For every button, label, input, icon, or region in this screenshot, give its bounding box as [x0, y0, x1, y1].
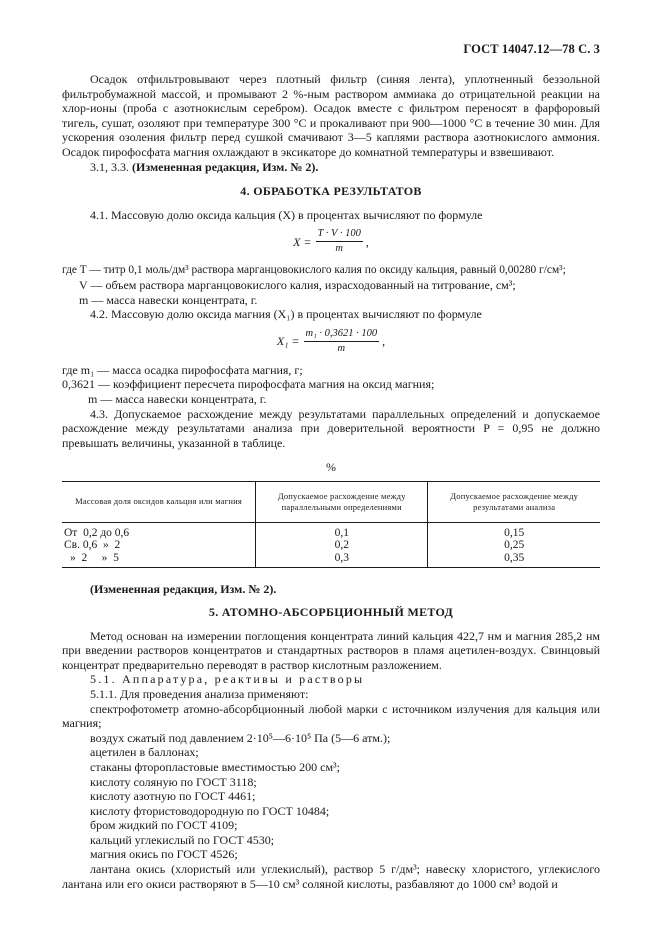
list-item: ацетилен в баллонах;	[90, 745, 199, 760]
clause-4-1: 4.1. Массовую долю оксида кальция (X) в процентах вычисляют по формуле	[90, 207, 483, 222]
table-header-results: Допускаемое расхождение между результатами анализа	[428, 481, 600, 522]
where-2-coef: 0,3621 — коэффициент пересчета пирофосфата магния на оксид магния;	[62, 377, 435, 392]
formula-1-tail: ,	[365, 234, 369, 249]
table-cell-range: От 0,2 до 0,6	[64, 526, 130, 539]
list-item: воздух сжатый под давлением 2·10⁵—6·10⁵ Па (5—6 атм.);	[90, 730, 391, 745]
table-header-mass-fraction: Массовая доля оксидов кальция или магния	[62, 481, 256, 522]
table-header-parallel: Допускаемое расхождение между параллельными определениями	[256, 481, 428, 522]
list-item: лантана окись (хлористый или углекислый), раствор 5 г/дм³; навеску хлористого, углекислого лантана или его окиси растворяют в 5—10 см³ соляной кислоты, разбавляют до 1000 см³ водой и	[62, 862, 600, 891]
section-5-title: 5. АТОМНО-АБСОРБЦИОННЫЙ МЕТОД	[208, 604, 454, 619]
table-cell-range: » 2 » 5	[62, 552, 256, 568]
intro-amendment	[62, 160, 600, 175]
intro-amendment-bold: (Измененная редакция, Изм. № 2).	[132, 159, 319, 174]
equipment-list	[62, 702, 600, 892]
section-4-title: 4. ОБРАБОТКА РЕЗУЛЬТАТОВ	[240, 184, 422, 199]
table-cell-results: 0,25	[428, 539, 600, 552]
where-1-m: m — масса навески концентрата, г.	[79, 292, 258, 307]
clause-5-1: 5.1. Аппаратура, реактивы и растворы	[90, 672, 365, 687]
formula-1-lhs: X =	[293, 234, 312, 249]
table-cell-parallel: 0,1	[256, 522, 428, 539]
page-header: ГОСТ 14047.12—78 С. 3	[463, 42, 600, 56]
where-1-v: V — объем раствора марганцовокислого калия, израсходованный на титрование, см³;	[79, 277, 516, 292]
list-item: кислоту азотную по ГОСТ 4461;	[90, 789, 256, 804]
document-page	[62, 38, 600, 891]
table-row	[62, 552, 600, 568]
table-cell-range: Св. 0,6 » 2	[64, 539, 121, 552]
table-cell-results: 0,35	[428, 552, 600, 568]
list-item: кальций углекислый по ГОСТ 4530;	[90, 832, 275, 847]
clause-5-1-1: 5.1.1. Для проведения анализа применяют:	[90, 686, 309, 701]
clause-4-2: 4.2. Массовую долю оксида магния (X₁) в процентах вычисляют по формуле	[90, 307, 482, 322]
list-item: кислоту соляную по ГОСТ 3118;	[90, 774, 257, 789]
section-4-amendment: (Измененная редакция, Изм. № 2).	[90, 582, 277, 597]
list-item: бром жидкий по ГОСТ 4109;	[90, 818, 238, 833]
table-cell-parallel: 0,3	[256, 552, 428, 568]
clause-4-3: 4.3. Допускаемое расхождение между результатами параллельных определений и допускаемое расхождение между результатами анализа при доверительной вероятности P = 0,95 не должно превышать величины, указанной в таблице.	[62, 406, 600, 450]
formula-magnesium-oxide	[62, 328, 600, 355]
table-cell-parallel: 0,2	[256, 539, 428, 552]
intro-paragraph: Осадок отфильтровывают через плотный фильтр (синяя лента), уплотненный беззольной фильтробумажной массой, и промывают 2 %-ным раствором аммиака до отрицательной реакции на хлор-ионы (проба с азотнокислым серебром). Осадок вместе с фильтром переносят в фарфоровый тигель, сушат, озоляют при температуре 300 °С и прокаливают при 900—1000 °С в течение 30 мин. Для ускорения озоления фильтр перед сушкой смачивают 3—5 каплями раствора азотнокислого аммония. Осадок пирофосфата магния охлаждают в эксикаторе до комнатной температуры и взвешивают.	[62, 72, 600, 159]
formula-calcium-oxide	[62, 228, 600, 255]
formula-2-tail: ,	[382, 333, 386, 348]
formula-1-denominator: m	[335, 243, 344, 255]
table-unit: %	[326, 460, 336, 475]
formula-2-numerator: m₁ · 0,3621 · 100	[304, 328, 380, 342]
where-2-m: m — масса навески концентрата, г.	[88, 391, 267, 406]
table-row	[62, 522, 600, 539]
list-item: спектрофотометр атомно-абсорбционный любой марки с источником излучения для кальция или магния;	[62, 701, 600, 731]
formula-1-numerator: T · V · 100	[316, 228, 363, 242]
formula-2-lhs: X₁ =	[276, 333, 300, 348]
list-item: магния окись по ГОСТ 4526;	[90, 847, 238, 862]
formula-2-denominator: m	[337, 342, 346, 354]
intro-amendment-prefix: 3.1, 3.3.	[90, 159, 132, 174]
list-item: стаканы фторопластовые вместимостью 200 см³;	[90, 759, 340, 774]
table-row	[62, 539, 600, 552]
tolerance-table	[62, 481, 600, 569]
table-cell-results: 0,15	[428, 522, 600, 539]
where-1-t: где T — титр 0,1 моль/дм³ раствора марганцовокислого калия по оксиду кальция, равный 0,00280 г/см³;	[62, 264, 566, 277]
list-item: кислоту фтористоводородную по ГОСТ 10484;	[90, 803, 330, 818]
where-2-m1: где m₁ — масса осадка пирофосфата магния, г;	[62, 362, 303, 377]
section-5-intro: Метод основан на измерении поглощения концентрата линий кальция 422,7 нм и магния 285,2 нм при введении растворов концентратов и стандартных растворов в пламя ацетилен-воздух. Свинцовый концентрат предварительно переводят в раствор кислотным разложением.	[62, 628, 600, 672]
